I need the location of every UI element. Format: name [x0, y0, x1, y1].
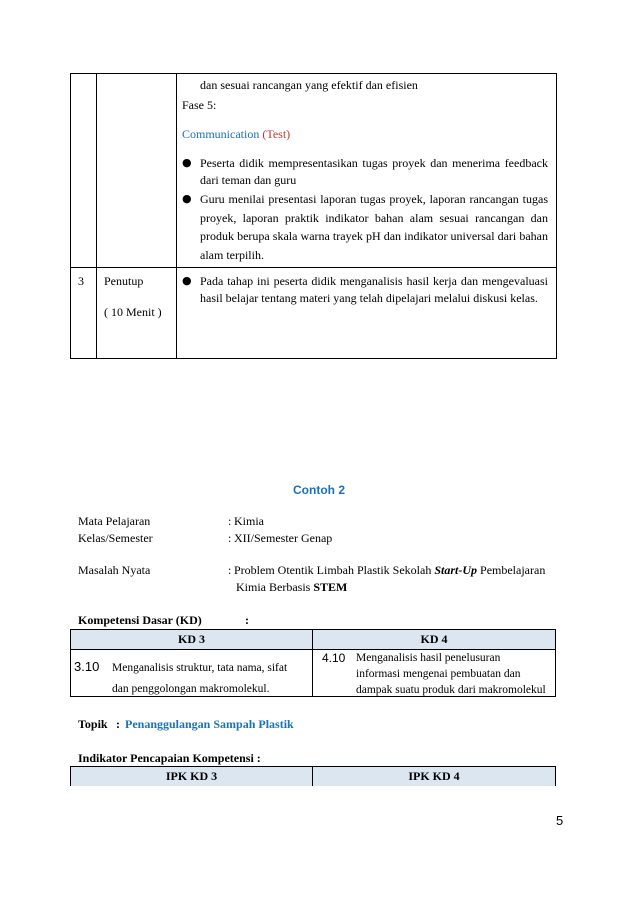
activity-name: Penutup: [104, 274, 144, 288]
field-colon: :: [228, 531, 232, 545]
row-number: 3: [78, 274, 84, 288]
activity-duration: ( 10 Menit ): [104, 305, 162, 319]
kd4-text-line: informasi mengenai pembuatan dan: [356, 668, 521, 680]
phase-name: Communication: [182, 127, 260, 141]
table-row-divider: [71, 267, 556, 268]
field-label: Mata Pelajaran: [78, 514, 151, 528]
kd4-text-line: Menganalisis hasil penelusuran: [356, 652, 501, 664]
bullet-icon: ●: [182, 156, 192, 169]
kd-heading-colon: :: [245, 613, 249, 627]
page-number: 5: [556, 813, 564, 828]
field-label: Masalah Nyata: [78, 563, 151, 577]
bullet-text: Guru menilai presentasi laporan tugas proyek, laporan rancangan tugas proyek, laporan praktik indikator bahan alam sesuai rancangan dan produk berupa skala warna trayek pH dan indikator universal dari bahan alam terpilih.: [200, 192, 548, 262]
ipk-table: [70, 766, 556, 786]
kd3-number: 3.10: [74, 659, 100, 674]
kd4-header: KD 4: [313, 630, 555, 650]
bullet-icon: ●: [182, 274, 192, 287]
kd-heading: Kompetensi Dasar (KD): [78, 613, 202, 627]
fase-label: Fase 5:: [182, 98, 217, 112]
phase-title: [182, 126, 290, 143]
masalah-emph: STEM: [313, 580, 348, 594]
table-col-divider: [312, 630, 313, 696]
ipk-kd3-header: IPK KD 3: [71, 767, 313, 786]
topik-colon: :: [116, 717, 120, 731]
masalah-emph: Start-Up: [434, 563, 478, 577]
masalah-value-line2: [236, 579, 347, 596]
field-value: Kimia: [234, 514, 264, 528]
table-col-divider: [96, 74, 97, 358]
masalah-text: Problem Otentik Limbah Plastik Sekolah: [234, 563, 435, 577]
field-colon: :: [228, 514, 232, 528]
section-title: Contoh 2: [293, 483, 345, 497]
field-label: Kelas/Semester: [78, 531, 153, 545]
phase-paren: (Test): [262, 127, 291, 141]
carry-line: dan sesuai rancangan yang efektif dan efisien: [200, 78, 418, 92]
list-item: [182, 190, 548, 264]
list-item: [182, 273, 548, 308]
bullet-text: Pada tahap ini peserta didik menganalisis hasil kerja dan mengevaluasi hasil belajar tentang materi yang telah dipelajari melalui diskusi kelas.: [200, 274, 548, 306]
kd3-header: KD 3: [71, 630, 313, 650]
topik-value: Penanggulangan Sampah Plastik: [125, 717, 294, 731]
table-col-divider: [176, 74, 177, 358]
bullet-text: Peserta didik mempresentasikan tugas proyek dan menerima feedback dari teman dan guru: [200, 156, 548, 188]
topik-label: Topik: [78, 717, 108, 731]
bullet-icon: ●: [182, 192, 192, 205]
masalah-text: Kimia Berbasis: [236, 580, 314, 594]
list-item: [182, 155, 548, 190]
field-value: XII/Semester Genap: [234, 531, 333, 545]
kd4-number: 4.10: [322, 651, 346, 665]
ipk-kd4-header: IPK KD 4: [313, 767, 555, 786]
kd3-text-line: dan penggolongan makromolekul.: [112, 683, 270, 695]
masalah-text: Pembelajaran: [477, 563, 546, 577]
kd4-text-line: dampak suatu produk dari makromolekul: [356, 684, 546, 696]
masalah-value: [234, 562, 564, 579]
kd3-text-line: Menganalisis struktur, tata nama, sifat: [112, 662, 288, 674]
field-colon: :: [228, 563, 232, 577]
ipk-heading: Indikator Pencapaian Kompetensi :: [78, 751, 261, 765]
